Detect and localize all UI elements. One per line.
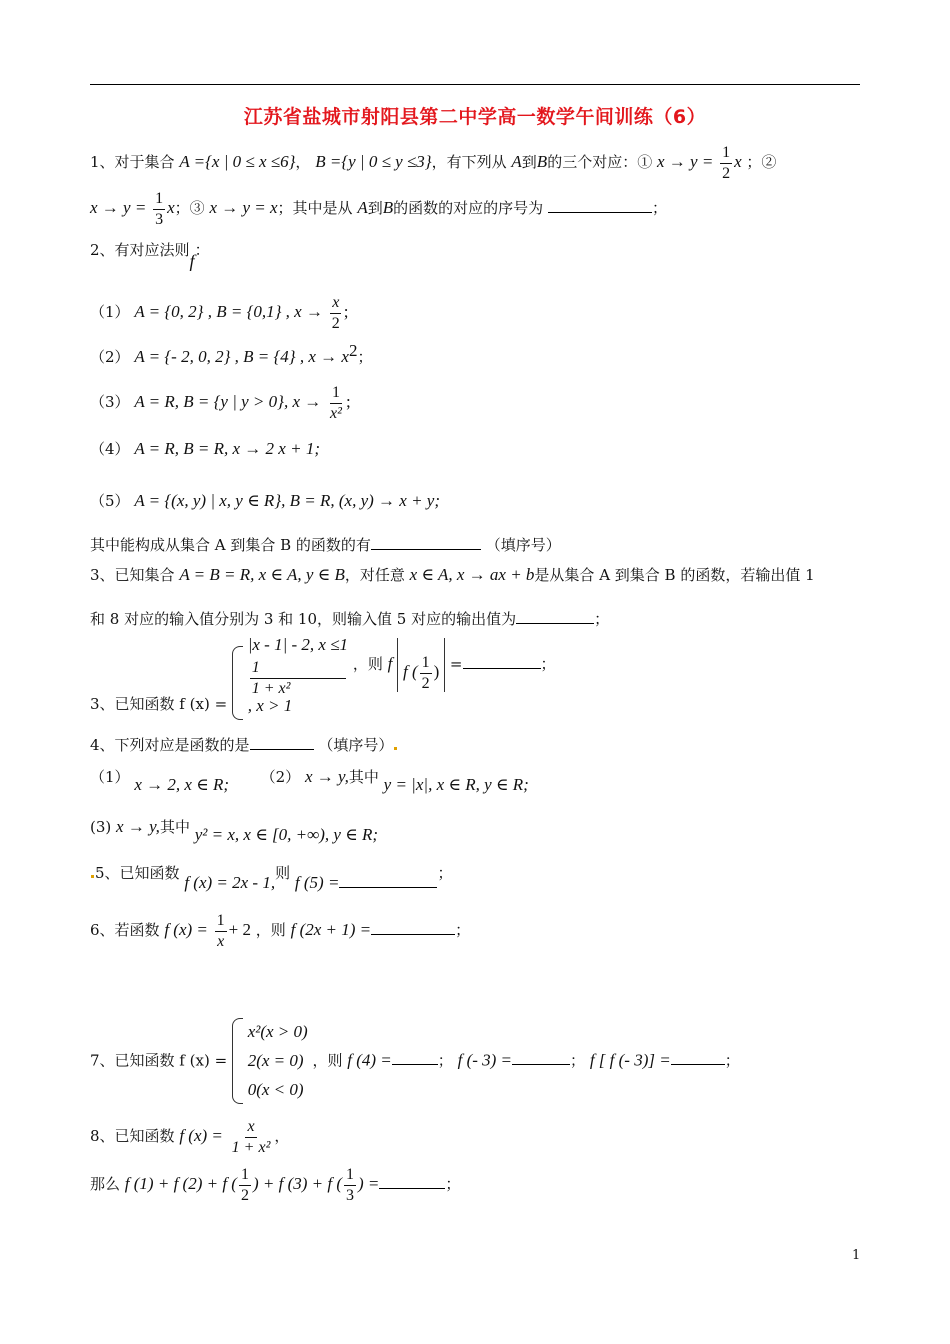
answer-blank[interactable] (516, 622, 594, 624)
q4-items-1-2: （1） x → 2, x ∈ R; （2） x → y,其中 y = |x|, x ∈ R, y ∈ R; (90, 767, 529, 794)
page-number: 1 (852, 1248, 861, 1263)
q2-item-1: （1） A = {0, 2} , B = {0,1} , x → $\frac{x}{2}$ ; (90, 294, 349, 332)
q3b-line: 3、已知函数 f (x) = |x - 1| - 2, x ≤1 1 1 + x² , x > 1 ，则 f f ( $\frac{1}{2}$ ) = ； (90, 644, 556, 722)
piecewise-cases: x²(x > 0) 2(x = 0) 0(x < 0) (247, 1022, 308, 1099)
answer-blank[interactable] (371, 548, 481, 550)
fraction-half: $\frac{1}{2}$ (722, 144, 731, 182)
q4-head: 4、下列对应是函数的是 （填序号） (90, 738, 398, 753)
q1-line1: 1、对于集合 A ={x | 0 ≤ x ≤6}， B ={y | 0 ≤ y ≤3}，有下列从 A到B的三个对应：① x → y = $\frac{1}{2}$ x ；② (90, 144, 777, 182)
nested-brackets: f ( $\frac{1}{2}$ ) (397, 638, 445, 692)
piecewise-brace (232, 646, 243, 720)
piecewise-cases: |x - 1| - 2, x ≤1 1 1 + x² , x > 1 (247, 635, 349, 716)
q1-line2: x → y = $\frac{1}{3}$ x；③ x → y = x；其中是从 A到B的函数的对应的序号为 ； (90, 190, 667, 228)
q8-line2: 那么 f (1) + f (2) + f ( $\frac{1}{2}$ ) + f (3) + f ( $\frac{1}{3}$ ) = ； (90, 1166, 461, 1204)
q5-line: 5、已知函数 f (x) = 2x - 1,则 f (5) = ； (90, 864, 452, 881)
header-rule (90, 84, 860, 85)
answer-blank[interactable] (671, 1063, 725, 1065)
q3a-line1: 3、已知集合 A = B = R, x ∈ A, y ∈ B，对任意 x ∈ A, x → ax + b是从集合 A 到集合 B 的函数，若输出值 1 (90, 565, 815, 584)
piecewise-brace (232, 1018, 243, 1104)
answer-blank[interactable] (548, 211, 652, 213)
q6-line: 6、若函数 f (x) = $\frac{1}{x}$ + 2 ，则 f (2x + 1) = ； (90, 912, 471, 950)
artifact-dot (394, 747, 397, 750)
q2-conclusion: 其中能构成从集合 A 到集合 B 的函数的有 （填序号） (90, 536, 561, 554)
q4-item-3: (3) x → y,其中 y² = x, x ∈ [0, +∞), y ∈ R; (90, 817, 379, 844)
answer-blank[interactable] (392, 1063, 438, 1065)
q2-item-4: （4） A = R, B = R, x → 2 x + 1; (90, 439, 320, 458)
q7-line: 7、已知函数 f (x) = x²(x > 0) 2(x = 0) 0(x < 0) ，则 f (4) = ； f (- 3) = ； f [ f (- 3)] = ； (90, 1018, 740, 1105)
answer-blank[interactable] (250, 748, 314, 750)
answer-blank[interactable] (379, 1187, 445, 1189)
q2-item-5: （5） A = {(x, y) | x, y ∈ R}, B = R, (x, y) → x + y; (90, 491, 440, 510)
artifact-dot (91, 875, 94, 878)
fraction-third: $\frac{1}{3}$ (155, 190, 164, 228)
q8-line1: 8、已知函数 f (x) = $\frac{x}{\text{1 + x²}}$ ， (90, 1118, 290, 1156)
page-title: 江苏省盐城市射阳县第二中学高一数学午间训练（6） (243, 106, 707, 128)
q2-item-3: （3） A = R, B = {y | y > 0}, x → $\frac{1}{\text{x²}}$ ; (90, 384, 351, 422)
answer-blank[interactable] (371, 933, 455, 935)
q2-item-2: （2） A = {- 2, 0, 2} , B = {4} , $x \to x^2$； (90, 341, 373, 366)
q3a-line2: 和 8 对应的输入值分别为 3 和 10，则输入值 5 对应的输出值为 ； (90, 610, 610, 628)
answer-blank[interactable] (339, 886, 437, 888)
answer-blank[interactable] (512, 1063, 570, 1065)
answer-blank[interactable] (463, 667, 541, 669)
q2-head: 2、有对应法则f： (90, 241, 210, 271)
